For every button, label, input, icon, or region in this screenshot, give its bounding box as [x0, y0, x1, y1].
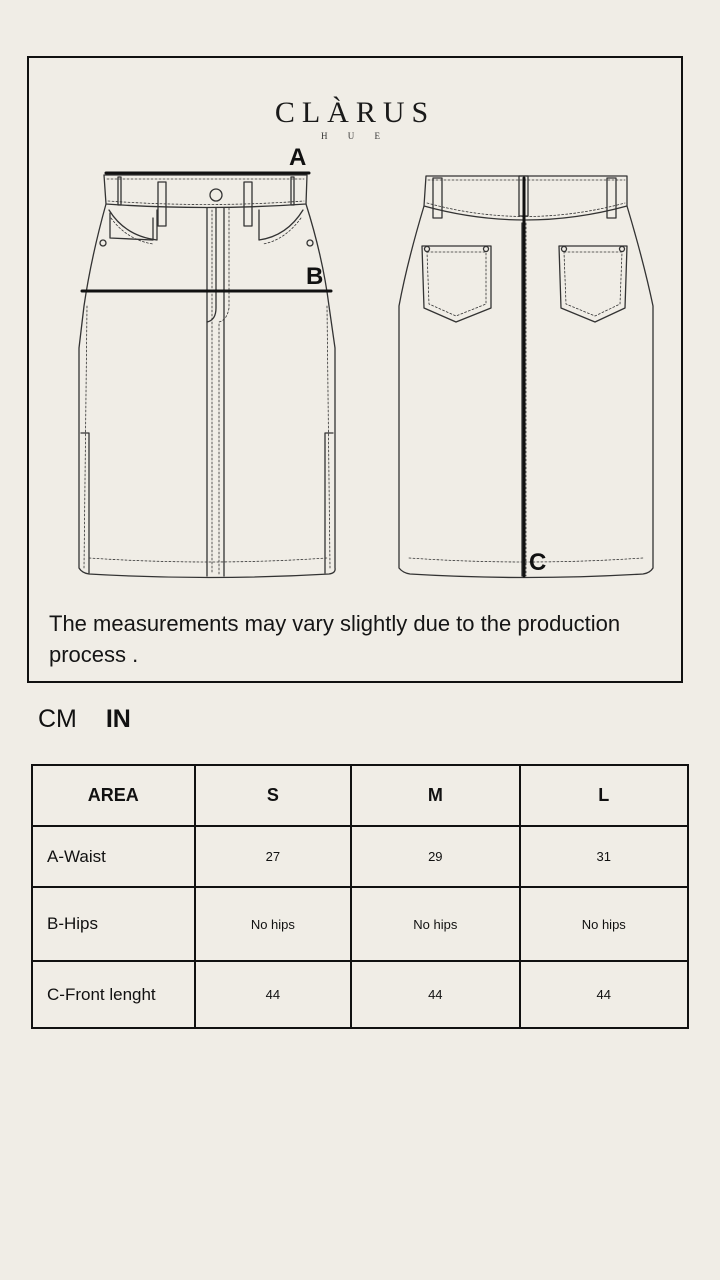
- cell-size-l: 31: [520, 826, 688, 887]
- cell-size-s: No hips: [195, 887, 351, 961]
- header-size-l: L: [520, 765, 688, 826]
- brand-logo: CLÀRUS: [274, 96, 436, 129]
- table-header-row: [32, 765, 688, 826]
- label-a: A: [289, 144, 307, 171]
- header-area: AREA: [32, 765, 195, 826]
- skirt-sketch: [29, 58, 681, 681]
- cell-size-l: 44: [520, 961, 688, 1028]
- size-table: [31, 764, 689, 1029]
- table-row: [32, 826, 688, 887]
- cell-size-s: 44: [195, 961, 351, 1028]
- label-b: B: [306, 263, 324, 290]
- unit-cm-option[interactable]: CM: [38, 705, 77, 733]
- unit-toggle: [38, 705, 153, 734]
- row-area-label: B-Hips: [32, 887, 195, 961]
- cell-size-m: 29: [351, 826, 519, 887]
- measurement-note: The measurements may vary slightly due to the production process .: [49, 611, 621, 667]
- diagram-frame: [27, 56, 683, 683]
- label-c: C: [529, 549, 547, 576]
- table-row: [32, 887, 688, 961]
- header-size-m: M: [351, 765, 519, 826]
- header-size-s: S: [195, 765, 351, 826]
- brand-subtitle: H U E: [321, 131, 389, 141]
- cell-size-s: 27: [195, 826, 351, 887]
- table-row: [32, 961, 688, 1028]
- cell-size-l: No hips: [520, 887, 688, 961]
- row-area-label: C-Front lenght: [32, 961, 195, 1028]
- cell-size-m: No hips: [351, 887, 519, 961]
- cell-size-m: 44: [351, 961, 519, 1028]
- front-skirt-drawing: [79, 173, 335, 578]
- unit-in-option[interactable]: IN: [105, 705, 131, 733]
- row-area-label: A-Waist: [32, 826, 195, 887]
- back-skirt-drawing: [399, 176, 653, 578]
